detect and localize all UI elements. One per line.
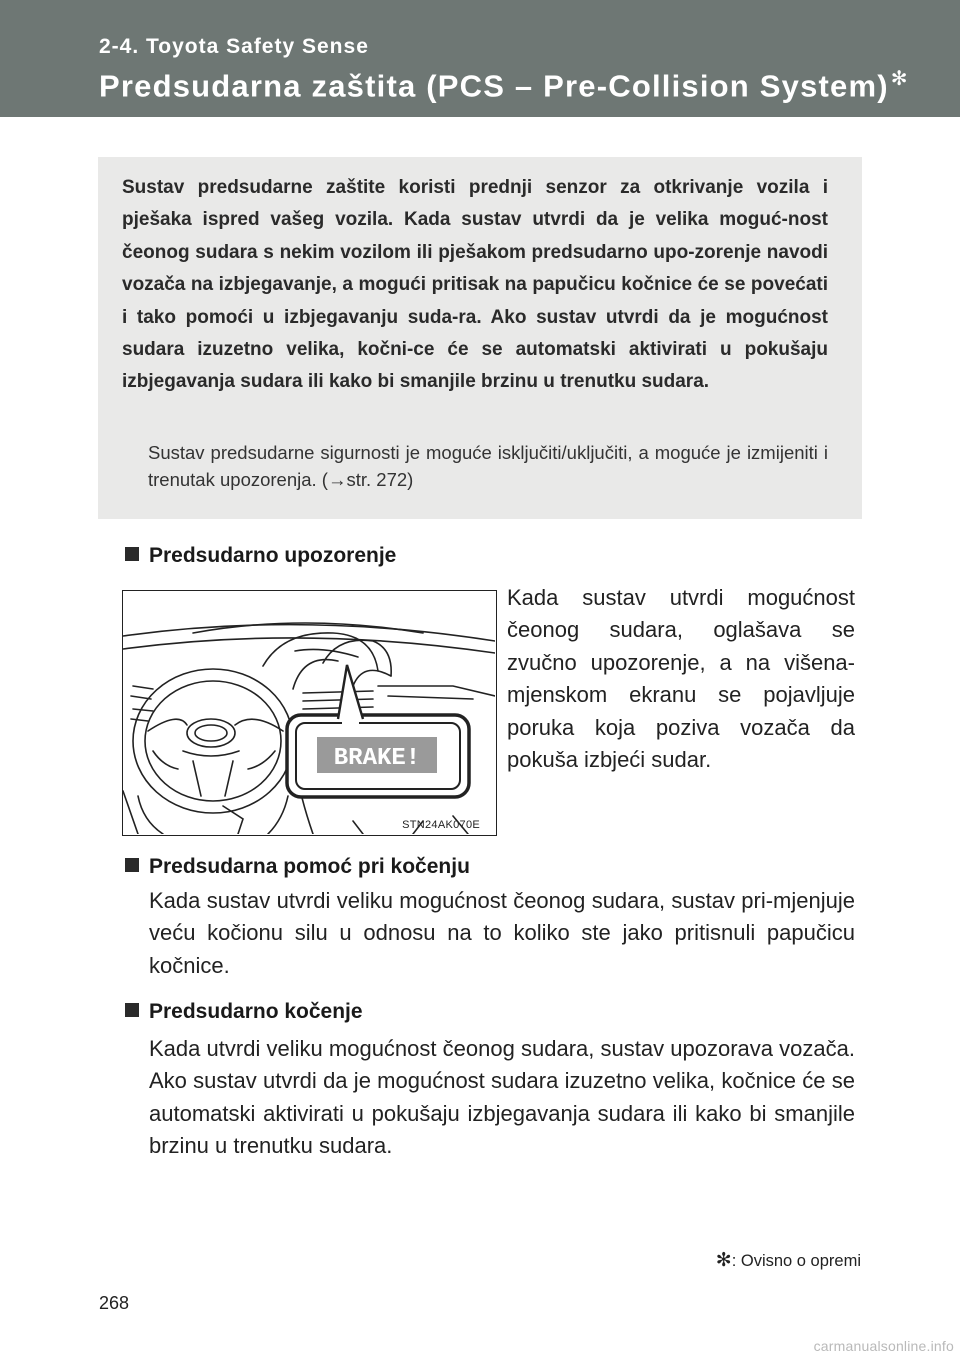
auto-brake-description: Kada utvrdi veliku mogućnost čeonog sudara, sustav upozorava vozača. Ako sustav utvrdi da je mogućnost sudara izuzetno velika, kočnice će se automatski aktivirati u pokušaju izbjegavanja sudara ili kako bi smanjile brzinu u trenutku sudara. <box>149 1036 855 1159</box>
section-label: 2-4. Toyota Safety Sense <box>99 35 369 58</box>
footnote <box>716 1249 861 1272</box>
dashboard-figure <box>122 590 497 836</box>
brake-warning-message: BRAKE! <box>333 745 421 772</box>
figure-code: STN24AK070E <box>402 819 480 831</box>
heading-predsudarna-pomoc <box>125 855 470 879</box>
equipment-asterisk-icon: ✻ <box>890 68 909 90</box>
footnote-asterisk-icon: ✻ <box>715 1250 732 1271</box>
page-title-text: Predsudarna zaštita (PCS – Pre-Collision System) <box>99 68 889 104</box>
intro-text: Sustav predsudarne zaštite koristi prednji senzor za otkrivanje vozila i pješaka ispred vašeg vozila. Kada sustav utvrdi da je velika moguć-nost čeonog sudara s nekim vozilom ili pješakom predsudarno upo-zorenje navodi vozača na izbjegavanje, a mogući pritisak na papučicu kočnice će se povećati i tako pomoći u izbjegavanju suda-ra. Ako sustav utvrdi da je mogućnost sudara izuzetno velika, kočni-ce će se automatski aktivirati u pokušaju izbjegavanja sudara ili kako bi smanjile brzinu u trenutku sudara. <box>122 177 828 393</box>
page-number: 268 <box>99 1293 130 1313</box>
section-heading-text: Predsudarno kočenje <box>149 1000 363 1023</box>
page-title <box>99 66 909 104</box>
intro-box <box>98 157 862 519</box>
heading-predsudarno-upozorenje <box>125 544 396 568</box>
warning-description: Kada sustav utvrdi mogućnost čeonog sudara, oglašava se zvučno upozorenje, a na višena-mjenskom ekranu se pojavljuje poruka koja poziva vozača da pokuša izbjeći sudar. <box>507 585 855 773</box>
header-band <box>0 0 960 117</box>
dashboard-illustration <box>123 591 495 834</box>
square-bullet-icon <box>125 547 139 561</box>
footnote-text: : Ovisno o opremi <box>731 1252 861 1270</box>
section-heading-text: Predsudarna pomoć pri kočenju <box>149 855 470 878</box>
heading-predsudarno-kocenje <box>125 1000 363 1024</box>
square-bullet-icon <box>125 1003 139 1017</box>
brake-assist-description: Kada sustav utvrdi veliku mogućnost čeonog sudara, sustav pri-mjenjuje veću kočionu silu u odnosu na to koliko ste jako pritisnuli papučicu kočnice. <box>149 888 855 978</box>
square-bullet-icon <box>125 858 139 872</box>
intro-note: Sustav predsudarne sigurnosti je moguće isključiti/uključiti, a moguće je izmijeniti i trenutak upozorenja. (→str. 272) <box>148 442 828 490</box>
section-heading-text: Predsudarno upozorenje <box>149 544 397 567</box>
watermark: carmanualsonline.info <box>813 1338 954 1354</box>
